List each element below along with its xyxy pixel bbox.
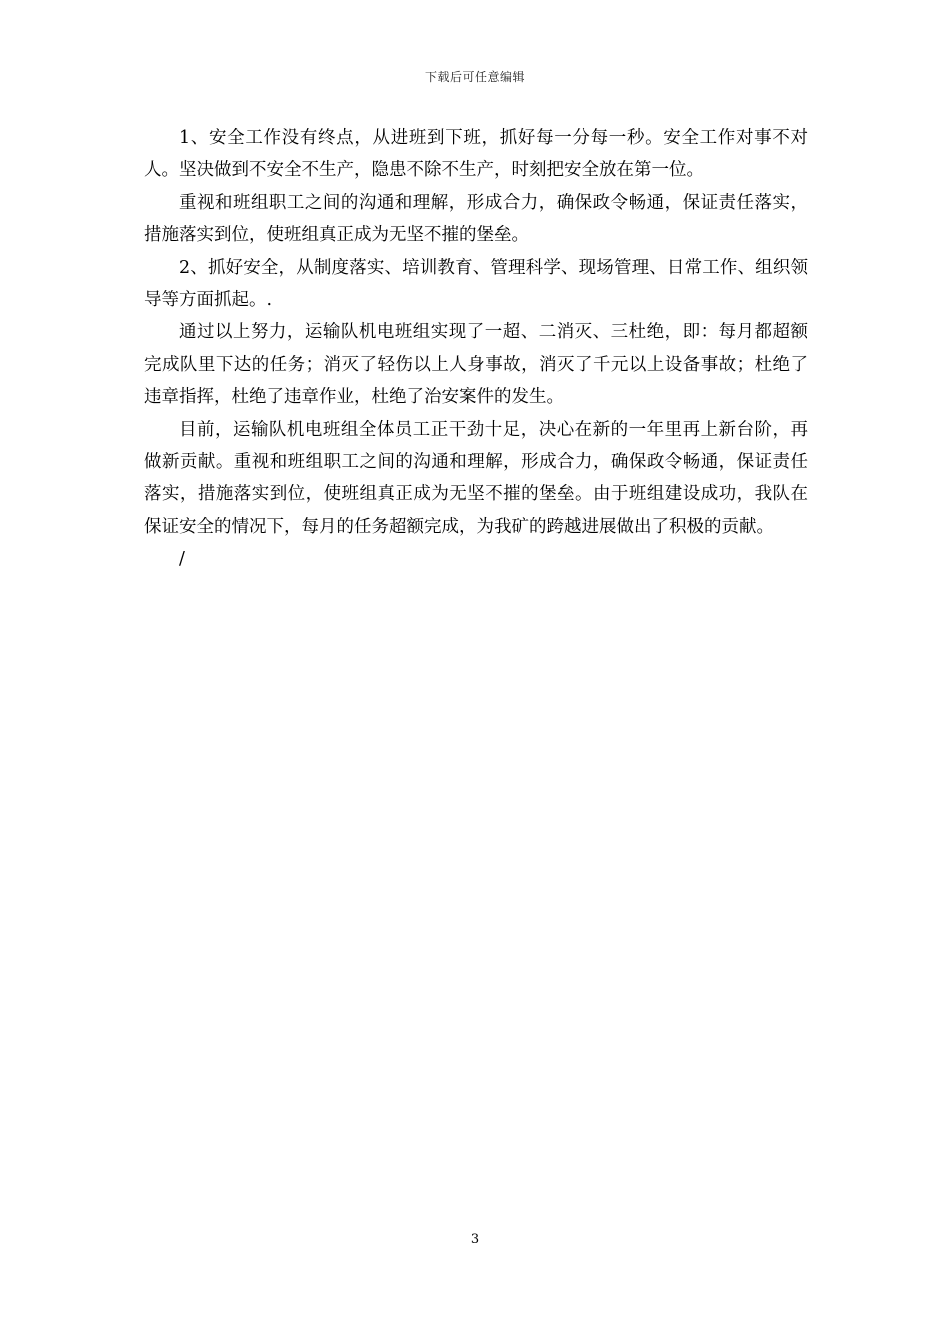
paragraph-current-status: 目前，运输队机电班组全体员工正干劲十足，决心在新的一年里再上新台阶，再做新贡献。重视和班组职工之间的沟通和理解，形成合力，确保政令畅通，保证责任落实，措施落实到位，使班组真正成为无坚不摧的堡垒。由于班组建设成功，我队在保证安全的情况下，每月的任务超额完成，为我矿的跨越进展做出了积极的贡献。 bbox=[144, 419, 808, 537]
paragraph-slash: / bbox=[179, 549, 185, 570]
paragraph-safety-aspects: 2、抓好安全，从制度落实、培训教育、管理科学、现场管理、日常工作、组织领导等方面抓起。. bbox=[144, 257, 808, 311]
document-body bbox=[144, 122, 808, 576]
page-header: 下载后可任意编辑 bbox=[424, 70, 525, 84]
paragraph-communication: 重视和班组职工之间的沟通和理解，形成合力，确保政令畅通，保证责任落实，措施落实到位，使班组真正成为无坚不摧的堡垒。 bbox=[144, 192, 808, 246]
page-number: 3 bbox=[470, 1232, 480, 1247]
paragraph-achievements: 通过以上努力，运输队机电班组实现了一超、二消灭、三杜绝，即：每月都超额完成队里下达的任务；消灭了轻伤以上人身事故，消灭了千元以上设备事故；杜绝了违章指挥，杜绝了违章作业，杜绝了治安案件的发生。 bbox=[144, 322, 808, 408]
paragraph-safety-no-end: 1、安全工作没有终点，从进班到下班，抓好每一分每一秒。安全工作对事不对人。坚决做到不安全不生产，隐患不除不生产，时刻把安全放在第一位。 bbox=[144, 128, 808, 181]
